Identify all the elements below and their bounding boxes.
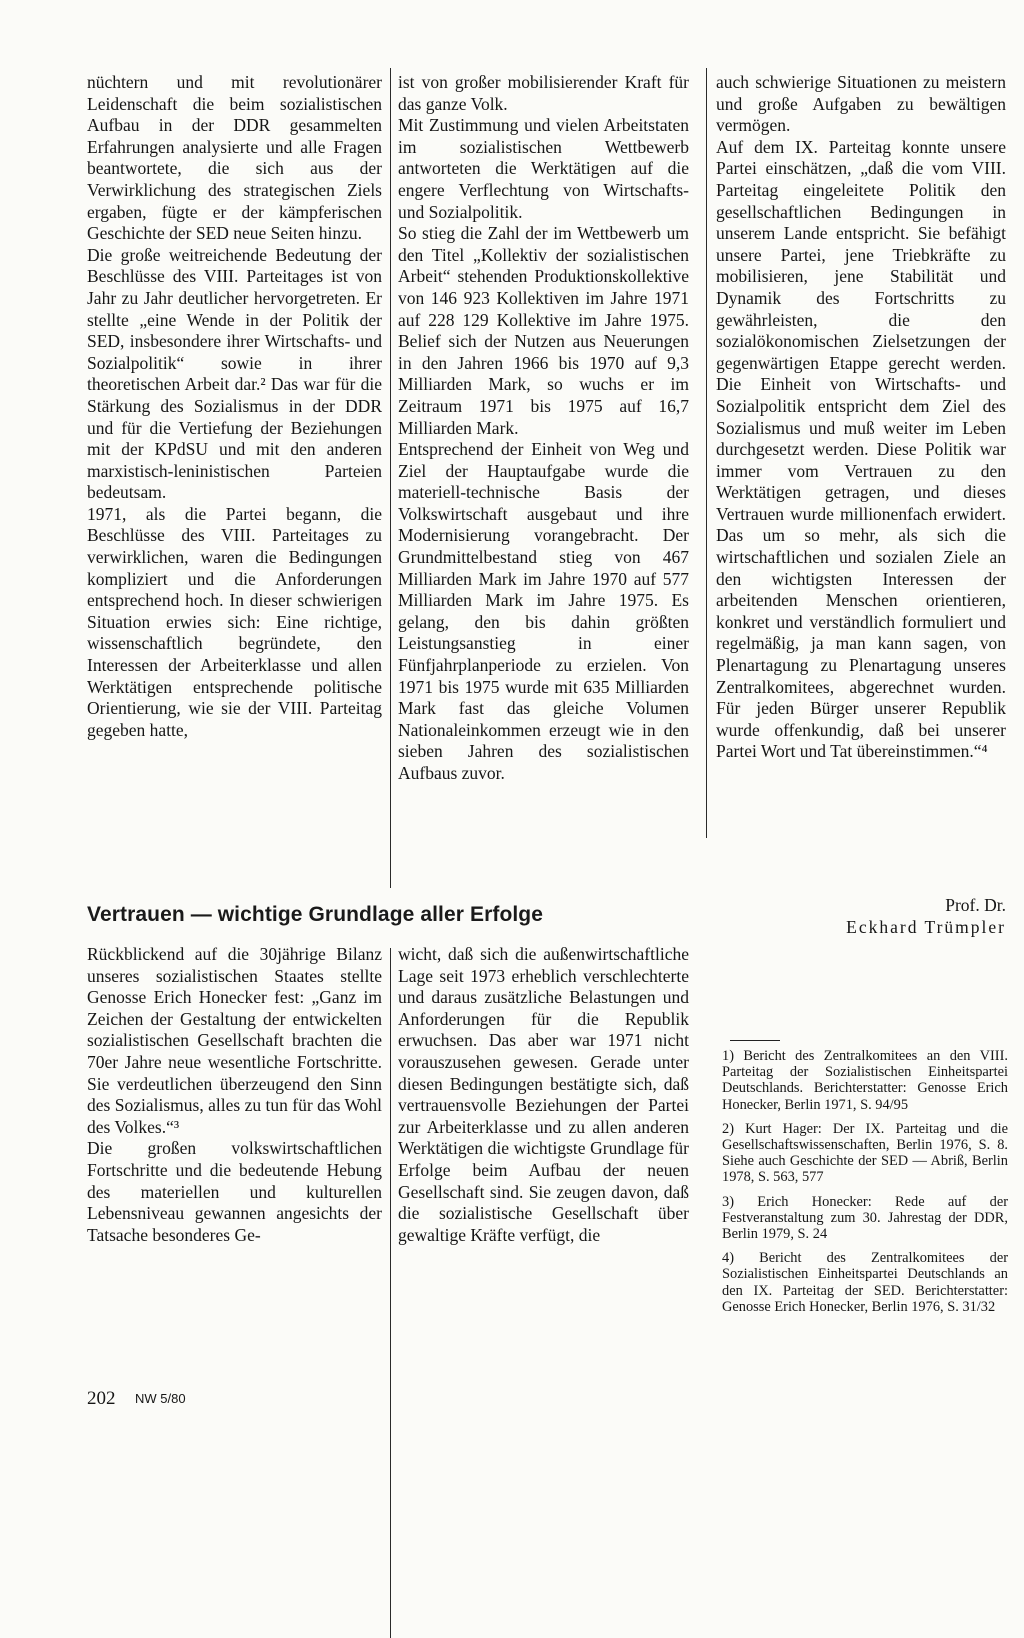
text-column-3 (716, 72, 1006, 763)
author-title: Prof. Dr. (945, 895, 1006, 915)
paragraph: 1971, als die Partei begann, die Beschlüsse des VIII. Parteitages zu verwirklichen, waren die Bedingungen kompliziert und die Anforderungen entsprechend hoch. In dieser schwierigen Situation erwies sich: Eine richtige, wissenschaftlich begründete, den Interessen der Arbeiterklasse und allen Werktätigen entsprechende politische Orientierung, wie sie der VIII. Parteitag gegeben hatte, (87, 503, 382, 740)
text-column-2 (398, 72, 689, 785)
paragraph: nüchtern und mit revolutionärer Leidenschaft die beim sozialistischen Aufbau in der DDR gesammelten Erfahrungen analysierte und alle Fragen beantwortete, die sich aus der Verwirklichung des strategischen Ziels ergaben, fügte er der kämpferischen Geschichte der SED neue Seiten hinzu. (87, 72, 382, 244)
paragraph: Die großen volkswirtschaftlichen Fortschritte und die bedeutende Hebung des materiellen und kulturellen Lebensniveau gewannen angesichts der Tatsache besonderes Ge- (87, 1138, 382, 1245)
footnote: 4) Bericht des Zentralkomitees der Sozialistischen Einheitspartei Deutschlands an den IX. Parteitag der SED. Berichterstatter: Genosse Erich Honecker, Berlin 1976, S. 31/32 (722, 1250, 1008, 1315)
paragraph: Auf dem IX. Parteitag konnte unsere Partei einschätzen, „daß die vom VIII. Parteitag eingeleitete Politik den gesellschaftlichen Bedingungen in unserem Lande entspricht. Sie befähigt unsere Partei, jene Triebkräfte zu mobilisieren, jene Stabilität und Dynamik des Fortschritts zu gewährleisten, die den sozialökonomischen Zielsetzungen der gegenwärtigen Etappe gerecht werden. Die Einheit von Wirtschafts- und Sozialpolitik entspricht dem Ziel des Sozialismus und muß weiter im Leben durchgesetzt werden. Diese Politik war immer vom Vertrauen zu den Werktätigen getragen, und dieses Vertrauen wurde millionenfach erwidert. Das um so mehr, als sich die wirtschaftlichen und sozialen Ziele an den wichtigsten Interessen der arbeitenden Menschen orientieren, konkret und verständlich formuliert und regelmäßig, ja man kann sagen, von Plenartagung zu Plenartagung unseres Zentralkomitees, abgerechnet wurden. Für jeden Bürger unserer Republik wurde offenkundig, daß bei unserer Partei Wort und Tat übereinstimmen.“⁴ (716, 136, 1006, 762)
paragraph: Entsprechend der Einheit von Weg und Ziel der Hauptaufgabe wurde die materiell-technische Basis der Volkswirtschaft ausgebaut und ihre Modernisierung vorangebracht. Der Grundmittelbestand stieg von 467 Milliarden Mark im Jahre 1970 auf 577 Milliarden Mark im Jahre 1975. Es gelang, den bis dahin größten Leistungsanstieg in einer Fünfjahrplanperiode zu erzielen. Von 1971 bis 1975 wurde mit 635 Milliarden Mark fast das gleiche Volumen Nationaleinkommen erzeugt wie in den sieben Jahren des sozialistischen Aufbaus zuvor. (398, 439, 689, 783)
page-number: 202 (87, 1388, 116, 1409)
footnote-divider (730, 1040, 780, 1041)
text-column-5 (398, 944, 689, 1246)
footnote: 3) Erich Honecker: Rede auf der Festveranstaltung zum 30. Jahrestag der DDR, Berlin 1979, S. 24 (722, 1193, 1008, 1243)
column-divider (706, 68, 707, 838)
paragraph: Rückblickend auf die 30jährige Bilanz unseres sozialistischen Staates stellte Genosse Erich Honecker fest: „Ganz im Zeichen der Gestaltung der entwickelten sozialistischen Gesellschaft brachten die 70er Jahre neue wesentliche Fortschritte. Sie verdeutlichen überzeugend den Sinn des Sozialismus, alles zu tun für das Wohl des Volkes.“³ (87, 944, 382, 1137)
paragraph: ist von großer mobilisierender Kraft für das ganze Volk. (398, 72, 689, 114)
section-heading: Vertrauen — wichtige Grundlage aller Erfolge (87, 903, 544, 926)
column-divider (390, 948, 391, 1638)
author-name: Eckhard Trümpler (846, 917, 1006, 937)
footnotes (722, 1048, 1008, 1323)
paragraph: auch schwierige Situationen zu meistern und große Aufgaben zu bewältigen vermögen. (716, 72, 1006, 136)
text-column-1 (87, 72, 382, 741)
paragraph: Mit Zustimmung und vielen Arbeitstaten im sozialistischen Wettbewerb antworteten die Werktätigen auf die engere Verflechtung von Wirtschafts- und Sozialpolitik. (398, 115, 689, 222)
paragraph: Die große weitreichende Bedeutung der Beschlüsse des VIII. Parteitages ist von Jahr zu Jahr deutlicher hervorgetreten. Er stellte „eine Wende in der Politik der SED, insbesondere ihrer Wirtschafts- und Sozialpolitik“ sowie in ihrer theoretischen Arbeit dar.² Das war für die Stärkung des Sozialismus in der DDR und für die Vertiefung der Beziehungen mit der KPdSU und mit den anderen marxistisch-leninistischen Parteien bedeutsam. (87, 244, 382, 503)
footnote: 2) Kurt Hager: Der IX. Parteitag und die Gesellschaftswissenschaften, Berlin 1976, S. 8. Siehe auch Geschichte der SED — Abriß, Berlin 1978, S. 563, 577 (722, 1120, 1008, 1186)
paragraph: So stieg die Zahl der im Wettbewerb um den Titel „Kollektiv der sozialistischen Arbeit“ stehenden Produktionskollektive von 146 923 Kollektiven im Jahre 1971 auf 228 129 Kollektive im Jahre 1975. Belief sich der Nutzen aus Neuerungen in den Jahren 1966 bis 1970 auf 9,3 Milliarden Mark, so wuchs er im Zeitraum 1971 bis 1975 auf 16,7 Milliarden Mark. (398, 223, 689, 438)
footnote: 1) Bericht des Zentralkomitees an den VIII. Parteitag der Sozialistischen Einheitspartei Deutschlands. Berichterstatter: Genosse Erich Honecker, Berlin 1971, S. 94/95 (722, 1048, 1008, 1113)
column-divider (390, 68, 391, 888)
journal-issue: NW 5/80 (135, 1391, 186, 1406)
text-column-4 (87, 944, 382, 1246)
paragraph: wicht, daß sich die außenwirtschaftliche Lage seit 1973 erheblich verschlechterte und daraus zusätzliche Belastungen und Anforderungen für die Republik erwuchsen. Das aber war 1971 nicht vorauszusehen gewesen. Gerade unter diesen Bedingungen bestätigte sich, daß vertrauensvolle Beziehungen der Partei zur Arbeiterklasse und zu allen anderen Werktätigen die wichtigste Grundlage für Erfolge beim Aufbau der neuen Gesellschaft sind. Sie zeugen davon, daß die sozialistische Gesellschaft über gewaltige Kräfte verfügt, die (398, 944, 689, 1245)
